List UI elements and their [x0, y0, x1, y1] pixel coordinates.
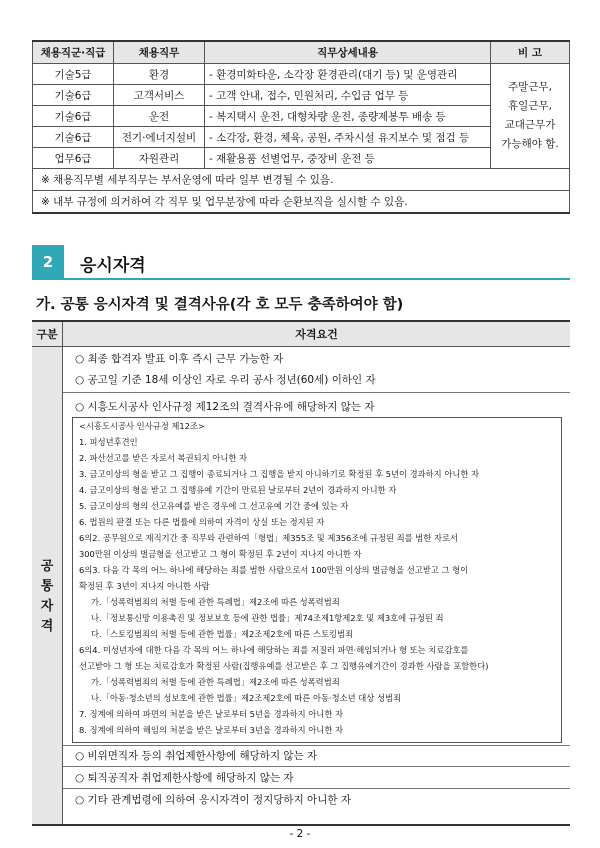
- remark-line: 교대근무가: [504, 119, 556, 131]
- category-cell: [32, 347, 63, 824]
- regulation-line: 6의3. 다음 각 목의 어느 하나에 해당하는 죄를 범한 사람으로서 100만원 이상의 벌금형을 선고받고 그 형이: [79, 565, 469, 575]
- cell-detail: - 재활용품 선별업무, 중장비 운전 등: [205, 148, 491, 169]
- regulation-line: 300만원 이상의 벌금형을 선고받고 그 형이 확정된 후 2년이 지나지 아니한 자: [79, 549, 362, 559]
- cell-job: 전기·에너지설비: [114, 127, 205, 148]
- cell-detail: - 복지택시 운전, 대형차량 운전, 종량제봉투 배송 등: [205, 106, 491, 127]
- cell-remark: [491, 64, 570, 169]
- jobs-table: [32, 40, 570, 214]
- note-text: ※ 채용직무별 세부직무는 부서운영에 따라 일부 변경될 수 있음.: [33, 169, 570, 191]
- cell-job: 운전: [114, 106, 205, 127]
- cell-detail: - 소각장, 환경, 체육, 공원, 주차시설 유지보수 및 점검 등: [205, 127, 491, 148]
- requirement-item: ○ 시흥도시공사 인사규정 제12조의 결격사유에 해당하지 않는 자: [75, 401, 375, 413]
- section-number: 2: [32, 245, 64, 279]
- table-row: [33, 148, 570, 169]
- col-header-grade: 채용직군·직급: [33, 41, 114, 64]
- table-row: [33, 85, 570, 106]
- regulation-title: <시흥도시공사 인사규정 제12조>: [79, 421, 205, 431]
- col-header-remark: 비 고: [491, 41, 570, 64]
- remark-line: 가능해야 함.: [501, 138, 559, 150]
- regulation-line: 6의4. 미성년자에 대한 다음 각 목의 어느 하나에 해당하는 죄를 저질러 파면·해임되거나 형 또는 치료감호를: [79, 645, 469, 655]
- category-char: 자: [40, 599, 54, 614]
- cell-detail: - 고객 안내, 접수, 민원처리, 수입금 업무 등: [205, 85, 491, 106]
- regulation-line: 2. 파산선고를 받은 자로서 복권되지 아니한 자: [79, 453, 248, 463]
- row-divider: [63, 766, 570, 767]
- page-number: - 2 -: [289, 828, 311, 840]
- regulation-line: 확정된 후 3년이 지나지 아니한 사람: [79, 581, 210, 591]
- regulation-line: 3. 금고이상의 형을 받고 그 집행이 종료되거나 그 집행을 받지 아니하기로 확정된 후 5년이 경과하지 아니한 자: [79, 469, 480, 479]
- section-divider: [32, 278, 570, 280]
- requirement-item: ○ 공고일 기준 18세 이상인 자로 우리 공사 정년(60세) 이하인 자: [75, 374, 376, 386]
- remark-line: 주말근무,: [508, 81, 552, 93]
- section-title: 응시자격: [80, 256, 146, 276]
- regulation-subline: 나.「아동·청소년의 성보호에 관한 법률」제2조제2호에 따른 아동·청소년 대상 성범죄: [91, 693, 402, 703]
- requirement-item: ○ 최종 합격자 발표 이후 즉시 근무 가능한 자: [75, 353, 284, 365]
- regulation-subline: 나.「정보통신망 이용촉진 및 정보보호 등에 관한 법률」제74조제1항제2호 및 제3호에 규정된 죄: [91, 613, 444, 623]
- subsection-title: 가. 공통 응시자격 및 결격사유(각 호 모두 충족하여야 함): [36, 297, 404, 313]
- cell-job: 자원관리: [114, 148, 205, 169]
- regulation-box: [72, 417, 562, 743]
- row-divider: [63, 392, 570, 393]
- cell-grade: 업무6급: [33, 148, 114, 169]
- cell-job: 환경: [114, 64, 205, 85]
- note-row: [33, 191, 570, 214]
- remark-line: 휴일근무,: [508, 100, 552, 112]
- regulation-line: 선고받아 그 형 또는 치료감호가 확정된 사람(집행유예를 선고받은 후 그 집행유예기간이 경과한 사람을 포함한다): [79, 661, 489, 671]
- cell-grade: 기술5급: [33, 64, 114, 85]
- row-divider: [63, 788, 570, 789]
- note-row: [33, 169, 570, 191]
- col-header-requirements: 자격요건: [295, 328, 338, 341]
- category-char: 공: [40, 559, 54, 574]
- qualification-table: [32, 320, 570, 826]
- regulation-line: 6의2. 공무원으로 재직기간 중 직무와 관련하여「형법」제355조 및 제356조에 규정된 죄를 범한 자로서: [79, 533, 459, 543]
- category-char: 통: [40, 579, 54, 594]
- regulation-line: 8. 징계에 의하여 해임의 처분을 받은 날로부터 3년을 경과하지 아니한 자: [79, 725, 343, 735]
- regulation-subline: 가.「성폭력범죄의 처벌 등에 관한 특례법」제2조에 따른 성폭력범죄: [91, 597, 340, 607]
- cell-grade: 기술6급: [33, 85, 114, 106]
- col-header-detail: 직무상세내용: [205, 41, 491, 64]
- col-header-job: 채용직무: [114, 41, 205, 64]
- table-row: [33, 127, 570, 148]
- regulation-line: 6. 법원의 판결 또는 다른 법률에 의하여 자격이 상실 또는 정지된 자: [79, 517, 325, 527]
- regulation-subline: 다.「스토킹범죄의 처벌 등에 관한 법률」제2조제2호에 따른 스토킹범죄: [91, 629, 354, 639]
- col-header-category: 구분: [32, 322, 63, 346]
- regulation-line: 5. 금고이상의 형의 선고유예를 받은 경우에 그 선고유예 기간 중에 있는 자: [79, 501, 349, 511]
- cell-detail: - 환경미화타운, 소각장 환경관리(대기 등) 및 운영관리: [205, 64, 491, 85]
- requirement-item: ○ 기타 관계법령에 의하여 응시자격이 정지당하지 아니한 자: [75, 794, 351, 806]
- table-row: [33, 64, 570, 85]
- regulation-line: 1. 피성년후견인: [79, 437, 138, 447]
- note-text: ※ 내부 규정에 의거하여 각 직무 및 업무분장에 따라 순환보직을 실시할 수 있음.: [33, 191, 570, 214]
- row-divider: [63, 745, 570, 746]
- category-label: [32, 557, 62, 637]
- requirement-item: ○ 비위면직자 등의 취업제한사항에 해당하지 않는 자: [75, 750, 318, 762]
- cell-job: 고객서비스: [114, 85, 205, 106]
- regulation-line: 4. 금고이상의 형을 받고 그 집행유예 기간이 만료된 날로부터 2년이 경과하지 아니한 자: [79, 485, 397, 495]
- table-row: [33, 106, 570, 127]
- cell-grade: 기술6급: [33, 127, 114, 148]
- cell-grade: 기술6급: [33, 106, 114, 127]
- regulation-line: 7. 징계에 의하여 파면의 처분을 받은 날로부터 5년을 경과하지 아니한 자: [79, 709, 343, 719]
- requirement-item: ○ 퇴직공직자 취업제한사항에 해당하지 않는 자: [75, 772, 294, 784]
- table-header: [32, 322, 570, 347]
- category-char: 격: [40, 619, 54, 634]
- regulation-subline: 가.「성폭력범죄의 처벌 등에 관한 특례법」제2조에 따른 성폭력범죄: [91, 677, 340, 687]
